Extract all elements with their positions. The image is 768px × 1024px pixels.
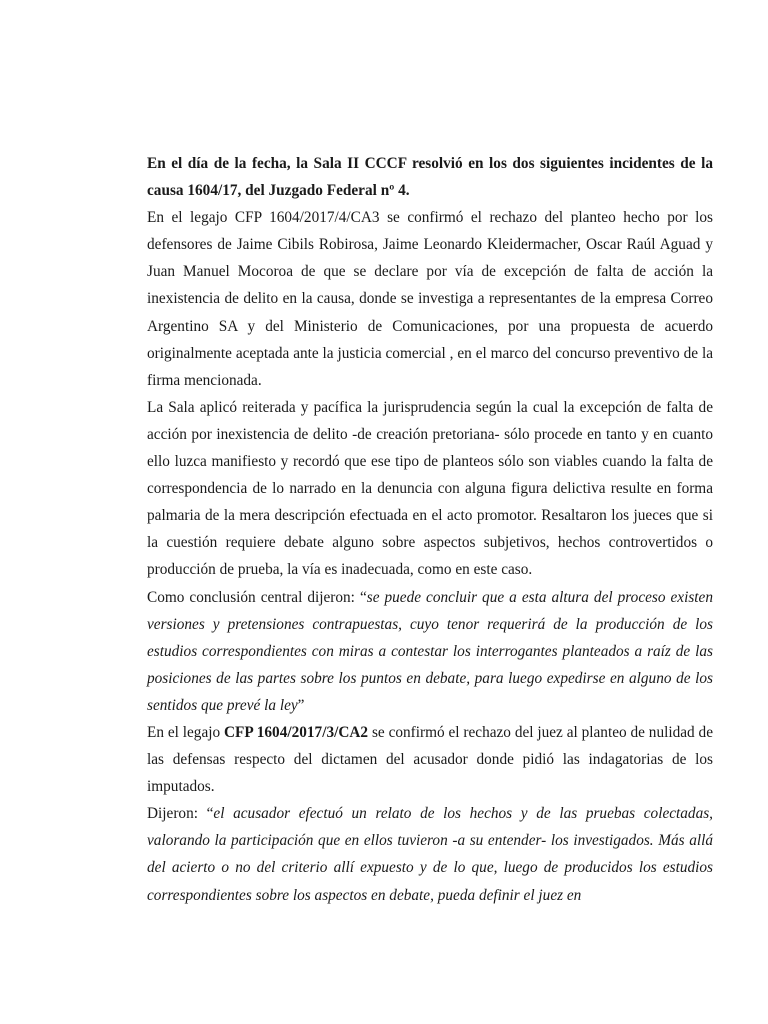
dijeron-lead: Dijeron: “ [147,805,214,823]
conclusion-lead: Como conclusión central dijeron: “ [147,588,367,606]
conclusion-close: ” [297,696,305,714]
paragraph-jurisprudencia: La Sala aplicó reiterada y pacífica la jurisprudencia según la cual la excepción de falta de acción por inexistencia de delito -de creación pretoriana- sólo procede en tanto y en cuanto ello luzca manifiesto y recordó que ese tipo de planteos sólo son viables cuando la falta de correspondencia de lo narrado en la denuncia con alguna figura delictiva resulte en forma palmaria de la mera descripción efectuada en el acto promotor. Resaltaron los jueces que si la cuestión requiere debate alguno sobre aspectos subjetivos, hechos controvertidos o producción de prueba, la vía es inadecuada, como en este caso. [147,398,713,579]
legajo-ca2-text: se confirmó el rechazo del juez al planteo de nulidad de las defensas respecto del dictamen del acusador donde pidió las indagatorias de los imputados. [147,723,713,796]
paragraph-dijeron [147,800,713,908]
paragraph-conclusion [147,584,713,719]
conclusion-quote: se puede concluir que a esta altura del proceso existen versiones y pretensiones contrapuestas, cuyo tenor requerirá de la producción de los estudios correspondientes con miras a contestar los interrogantes planteados a raíz de las posiciones de las partes sobre los puntos en debate, para luego expedirse en alguno de los sentidos que prevé la ley [147,588,713,714]
paragraph-legajo-ca2 [147,719,713,800]
document-body [147,150,713,909]
document-heading: En el día de la fecha, la Sala II CCCF resolvió en los dos siguientes incidentes de la causa 1604/17, del Juzgado Federal nº 4. [147,155,713,200]
legajo-ca2-number: CFP 1604/2017/3/CA2 [224,723,369,741]
legajo-ca2-lead: En el legajo [147,723,224,741]
dijeron-quote: el acusador efectuó un relato de los hechos y de las pruebas colectadas, valorando la participación que en ellos tuvieron -a su entender- los investigados. Más allá del acierto o no del criterio allí expuesto y de lo que, luego de producidos los estudios correspondientes sobre los aspectos en debate, pueda definir el juez en [147,805,713,904]
paragraph-legajo-ca3: En el legajo CFP 1604/2017/4/CA3 se confirmó el rechazo del planteo hecho por los defensores de Jaime Cibils Robirosa, Jaime Leonardo Kleidermacher, Oscar Raúl Aguad y Juan Manuel Mocoroa de que se declare por vía de excepción de falta de acción la inexistencia de delito en la causa, donde se investiga a representantes de la empresa Correo Argentino SA y del Ministerio de Comunicaciones, por una propuesta de acuerdo originalmente aceptada ante la justicia comercial , en el marco del concurso preventivo de la firma mencionada. [147,209,713,389]
